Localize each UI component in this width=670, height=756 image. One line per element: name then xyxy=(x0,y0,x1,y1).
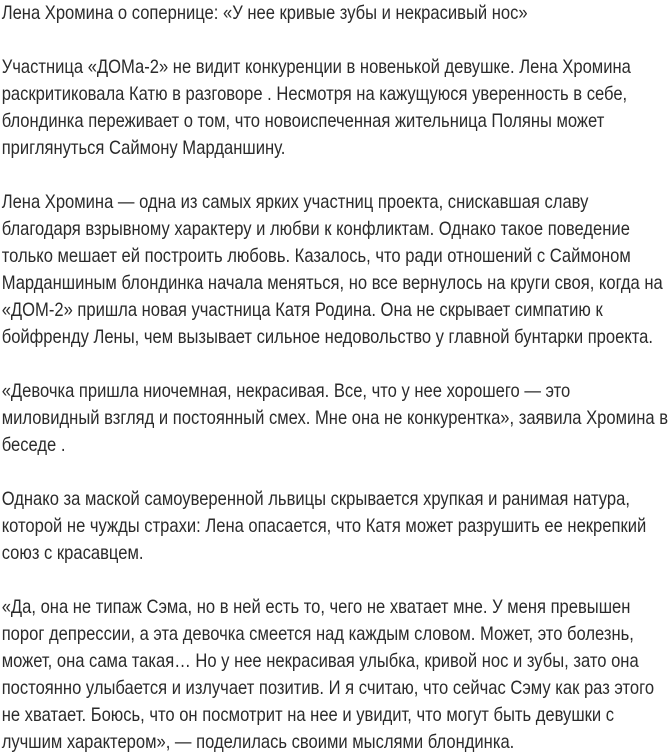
paragraph-quote-1: «Девочка пришла ниочемная, некрасивая. Все, что у нее хорошего — это миловидный взгляд и постоянный смех. Мне она не конкурентка», заявила Хромина в беседе . xyxy=(1,380,669,456)
paragraph-background: Лена Хромина — одна из самых ярких участниц проекта, снискавшая славу благодаря взрывному характеру и любви к конфликтам. Однако такое поведение только мешает ей построить любовь. Казалось, что ради отношений с Саймоном Марданшиным блондинка начала меняться, но все вернулось на круги своя, когда на «ДОМ-2» пришла новая участница Катя Родина. Она не скрывает симпатию к бойфренду Лены, чем вызывает сильное недовольство у главной бунтарки проекта. xyxy=(1,191,663,348)
paragraph-fears: Однако за маской самоуверенной львицы скрывается хрупкая и ранимая натура, которой не чужды страхи: Лена опасается, что Катя может разрушить ее некрепкий союз с красавцем. xyxy=(1,488,647,564)
paragraph-intro: Участница «ДОМа-2» не видит конкуренции в новенькой девушке. Лена Хромина раскритиковала Катю в разговоре . Несмотря на кажущуюся уверенность в себе, блондинка переживает о том, что новоиспеченная жительница Поляны может приглянуться Саймону Марданшину. xyxy=(1,56,631,159)
paragraph-quote-2: «Да, она не типаж Сэма, но в ней есть то, чего не хватает мне. У меня превышен порог депрессии, а эта девочка смеется над каждым словом. Может, это болезнь, может, она сама такая… Но у нее некрасивая улыбка, кривой нос и зубы, зато она постоянно улыбается и излучает позитив. И я считаю, что сейчас Сэму как раз этого не хватает. Боюсь, что он посмотрит на нее и увидит, что могут быть девушки с лучшим характером», — поделилась своими мыслями блондинка. xyxy=(1,596,655,753)
article-title: Лена Хромина о сопернице: «У нее кривые зубы и некрасивый нос» xyxy=(1,2,528,24)
